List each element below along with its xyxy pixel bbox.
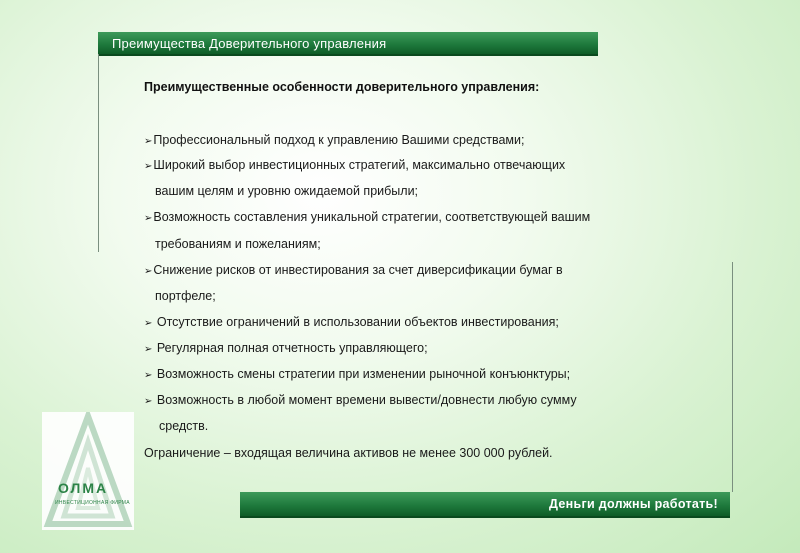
- list-item-text: Регулярная полная отчетность управляющего;: [153, 341, 428, 355]
- list-item-continuation: портфеле;: [155, 289, 216, 303]
- logo-triangle-icon: [42, 412, 134, 530]
- slide-title: Преимущества Доверительного управления: [112, 36, 387, 51]
- arrow-bullet-icon: ➢: [144, 344, 153, 355]
- list-item-text: Возможность смены стратегии при изменении рыночной конъюнктуры;: [153, 367, 571, 381]
- company-logo: [42, 412, 134, 530]
- subtitle: Преимущественные особенности доверительного управления:: [144, 80, 540, 94]
- arrow-bullet-icon: ➢: [144, 318, 153, 329]
- footer-slogan: Деньги должны работать!: [549, 497, 718, 511]
- arrow-bullet-icon: ➢: [144, 396, 153, 407]
- list-item-text: Профессиональный подход к управлению Вашими средствами;: [153, 133, 525, 147]
- list-item-text: Возможность составления уникальной стратегии, соответствующей вашим: [153, 210, 591, 224]
- right-divider-line: [732, 262, 733, 492]
- list-item-text: Возможность в любой момент времени вывести/довнести любую сумму: [153, 393, 577, 407]
- list-item: [144, 367, 570, 381]
- left-divider-line: [98, 54, 99, 252]
- arrow-bullet-icon: ➢: [144, 136, 153, 147]
- list-item: [144, 133, 524, 147]
- arrow-bullet-icon: ➢: [144, 161, 153, 172]
- list-item-text: Широкий выбор инвестиционных стратегий, максимально отвечающих: [153, 158, 566, 172]
- list-item: [144, 158, 565, 172]
- list-item-text: Отсутствие ограничений в использовании объектов инвестирования;: [153, 315, 559, 329]
- arrow-bullet-icon: ➢: [144, 266, 153, 277]
- header-bar: [98, 32, 598, 56]
- footer-bar: [240, 492, 730, 518]
- list-item-continuation: средств.: [159, 419, 209, 433]
- list-item: [144, 341, 428, 355]
- list-item-continuation: требованиям и пожеланиям;: [155, 237, 321, 251]
- list-item-continuation: вашим целям и уровню ожидаемой прибыли;: [155, 184, 419, 198]
- list-item: [144, 263, 563, 277]
- logo-tagline: ИНВЕСТИЦИОННАЯ ФИРМА: [55, 500, 130, 506]
- list-item-text: Снижение рисков от инвестирования за счет диверсификации бумаг в: [153, 263, 563, 277]
- list-item: [144, 210, 590, 224]
- list-item: [144, 393, 577, 407]
- list-item: [144, 315, 559, 329]
- arrow-bullet-icon: ➢: [144, 213, 153, 224]
- arrow-bullet-icon: ➢: [144, 370, 153, 381]
- limitation-text: Ограничение – входящая величина активов не менее 300 000 рублей.: [144, 446, 553, 460]
- logo-name: ОЛМА: [58, 480, 109, 496]
